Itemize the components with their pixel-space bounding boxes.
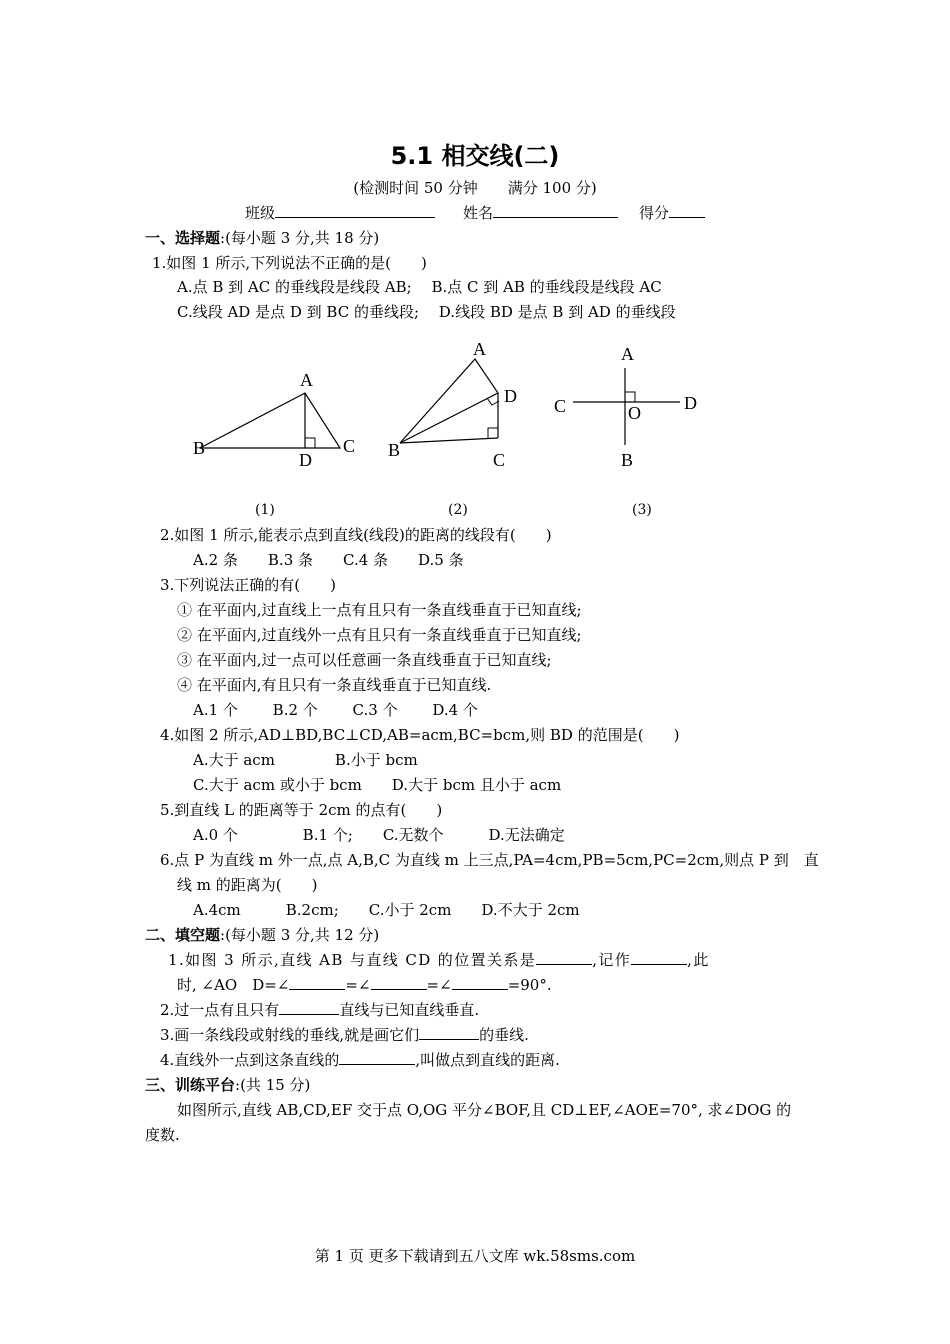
fig1-label-d: D bbox=[299, 450, 312, 470]
fill-q2 bbox=[160, 1000, 479, 1020]
page-footer: 第 1 页 更多下载请到五八文库 wk.58sms.com bbox=[314, 1247, 636, 1265]
fill-q1-eq-2: =∠ bbox=[426, 976, 452, 994]
fig2-label-b: B bbox=[388, 440, 401, 460]
fill-q1-eq-1: =∠ bbox=[345, 976, 371, 994]
q3-statement-3: ③ 在平面内,过一点可以任意画一条直线垂直于已知直线; bbox=[177, 651, 552, 669]
q1-options-line2: C.线段 AD 是点 D 到 BC 的垂线段; D.线段 BD 是点 B 到 AD 的垂线段 bbox=[177, 303, 676, 321]
q3-statement-4: ④ 在平面内,有且只有一条直线垂直于已知直线. bbox=[177, 676, 492, 694]
fig2-label-c: C bbox=[493, 450, 506, 470]
section1-heading: 一、选择题 bbox=[145, 229, 221, 247]
fig1-label-c: C bbox=[343, 436, 356, 456]
segment-bc bbox=[400, 438, 498, 443]
fig1-label-a: A bbox=[300, 370, 313, 390]
name-label: 姓名 bbox=[463, 204, 494, 222]
section2-heading: 二、填空题 bbox=[145, 926, 221, 944]
q5-stem: 5.到直线 L 的距离等于 2cm 的点有( ) bbox=[160, 801, 443, 819]
class-label: 班级 bbox=[245, 204, 276, 222]
section1-heading-line bbox=[145, 228, 379, 248]
fill-q3-text-b: 的垂线. bbox=[479, 1026, 529, 1044]
fig1-label-b: B bbox=[193, 438, 206, 458]
q6-options: A.4cm B.2cm; C.小于 2cm D.不大于 2cm bbox=[193, 901, 580, 919]
fill-q1-text-a: 1.如图 3 所示,直线 AB 与直线 CD 的位置关系是 bbox=[168, 951, 537, 969]
fill-q1-text-c: ,此 bbox=[687, 951, 710, 969]
q6-stem-line2: 线 m 的距离为( ) bbox=[177, 876, 318, 894]
section3-heading: 三、训练平台 bbox=[145, 1076, 236, 1094]
fill-q1-line2-start: 时, ∠AO D=∠ bbox=[177, 976, 290, 994]
class-field bbox=[245, 203, 435, 223]
fill-q3-text-a: 3.画一条线段或射线的垂线,就是画它们 bbox=[160, 1026, 420, 1044]
figure-1 bbox=[180, 360, 380, 480]
fill-q1-blank-notation[interactable] bbox=[631, 950, 687, 965]
section3-heading-line bbox=[145, 1075, 310, 1095]
fig2-label-a: A bbox=[473, 339, 486, 359]
name-field bbox=[463, 203, 618, 223]
fill-q1-line2-end: =90°. bbox=[507, 976, 552, 994]
figure-3 bbox=[545, 340, 715, 475]
section3-problem-line2: 度数. bbox=[145, 1126, 180, 1144]
fig3-label-o: O bbox=[628, 403, 641, 423]
fill-q1-blank-relation[interactable] bbox=[536, 950, 592, 965]
q4-options-line1: A.大于 acm B.小于 bcm bbox=[193, 751, 418, 769]
right-angle-mark bbox=[625, 392, 635, 402]
q3-stem: 3.下列说法正确的有( ) bbox=[160, 576, 337, 594]
section1-note: :(每小题 3 分,共 18 分) bbox=[220, 229, 380, 247]
fill-q2-blank[interactable] bbox=[279, 1000, 339, 1015]
fill-q2-text-b: 直线与已知直线垂直. bbox=[339, 1001, 480, 1019]
q6-stem-line1: 6.点 P 为直线 m 外一点,点 A,B,C 为直线 m 上三点,PA=4cm,PB=5cm,PC=2cm,则点 P 到 直 bbox=[160, 851, 819, 869]
fig3-label-c: C bbox=[554, 396, 567, 416]
q2-stem: 2.如图 1 所示,能表示点到直线(线段)的距离的线段有( ) bbox=[160, 526, 552, 544]
q2-options: A.2 条 B.3 条 C.4 条 D.5 条 bbox=[193, 551, 464, 569]
fill-q1-text-b: ,记作 bbox=[592, 951, 632, 969]
triangle-abc bbox=[200, 393, 340, 448]
fig1-caption: (1) bbox=[255, 502, 275, 518]
fill-q4-text-b: ,叫做点到直线的距离. bbox=[415, 1051, 560, 1069]
fill-q4-blank[interactable] bbox=[339, 1050, 415, 1065]
q1-stem: 1.如图 1 所示,下列说法不正确的是( ) bbox=[152, 254, 427, 272]
score-blank[interactable] bbox=[669, 203, 705, 218]
right-angle-mark-c bbox=[488, 428, 498, 438]
fig3-label-a: A bbox=[621, 344, 634, 364]
section2-heading-line bbox=[145, 925, 379, 945]
fill-q1-line2 bbox=[177, 975, 552, 995]
fill-q1-line1 bbox=[168, 950, 710, 970]
fig2-caption: (2) bbox=[448, 502, 468, 518]
score-field bbox=[639, 203, 705, 223]
fig3-caption: (3) bbox=[632, 502, 652, 518]
fig3-label-d: D bbox=[684, 393, 697, 413]
q3-options: A.1 个 B.2 个 C.3 个 D.4 个 bbox=[193, 701, 478, 719]
fill-q1-blank-angle2[interactable] bbox=[371, 975, 427, 990]
fill-q4 bbox=[160, 1050, 560, 1070]
fill-q3-blank[interactable] bbox=[419, 1025, 479, 1040]
fill-q3 bbox=[160, 1025, 529, 1045]
q4-options-line2: C.大于 acm 或小于 bcm D.大于 bcm 且小于 acm bbox=[193, 776, 562, 794]
triangle-abd bbox=[400, 359, 498, 443]
section3-problem-line1: 如图所示,直线 AB,CD,EF 交于点 O,OG 平分∠BOF,且 CD⊥EF,∠AOE=70°, 求∠DOG 的 bbox=[177, 1101, 792, 1119]
right-angle-mark-d bbox=[487, 398, 499, 405]
section3-note: :(共 15 分) bbox=[235, 1076, 311, 1094]
q4-stem: 4.如图 2 所示,AD⊥BD,BC⊥CD,AB=acm,BC=bcm,则 BD 的范围是( ) bbox=[160, 726, 680, 744]
subtitle: (检测时间 50 分钟 满分 100 分) bbox=[353, 179, 597, 197]
q1-options-line1: A.点 B 到 AC 的垂线段是线段 AB; B.点 C 到 AB 的垂线段是线段 AC bbox=[177, 278, 662, 296]
q3-statement-1: ① 在平面内,过直线上一点有且只有一条直线垂直于已知直线; bbox=[177, 601, 582, 619]
figure-2 bbox=[380, 335, 540, 480]
class-blank[interactable] bbox=[275, 203, 435, 218]
fig3-label-b: B bbox=[621, 450, 634, 470]
right-angle-mark bbox=[305, 438, 315, 448]
score-label: 得分 bbox=[639, 204, 670, 222]
q5-options: A.0 个 B.1 个; C.无数个 D.无法确定 bbox=[193, 826, 565, 844]
fill-q4-text-a: 4.直线外一点到这条直线的 bbox=[160, 1051, 340, 1069]
fill-q1-blank-angle3[interactable] bbox=[452, 975, 508, 990]
q3-statement-2: ② 在平面内,过直线外一点有且只有一条直线垂直于已知直线; bbox=[177, 626, 582, 644]
fig2-label-d: D bbox=[504, 386, 517, 406]
page-title: 5.1 相交线(二) bbox=[390, 142, 560, 170]
name-blank[interactable] bbox=[493, 203, 618, 218]
section2-note: :(每小题 3 分,共 12 分) bbox=[220, 926, 380, 944]
fill-q2-text-a: 2.过一点有且只有 bbox=[160, 1001, 280, 1019]
fill-q1-blank-angle1[interactable] bbox=[289, 975, 345, 990]
